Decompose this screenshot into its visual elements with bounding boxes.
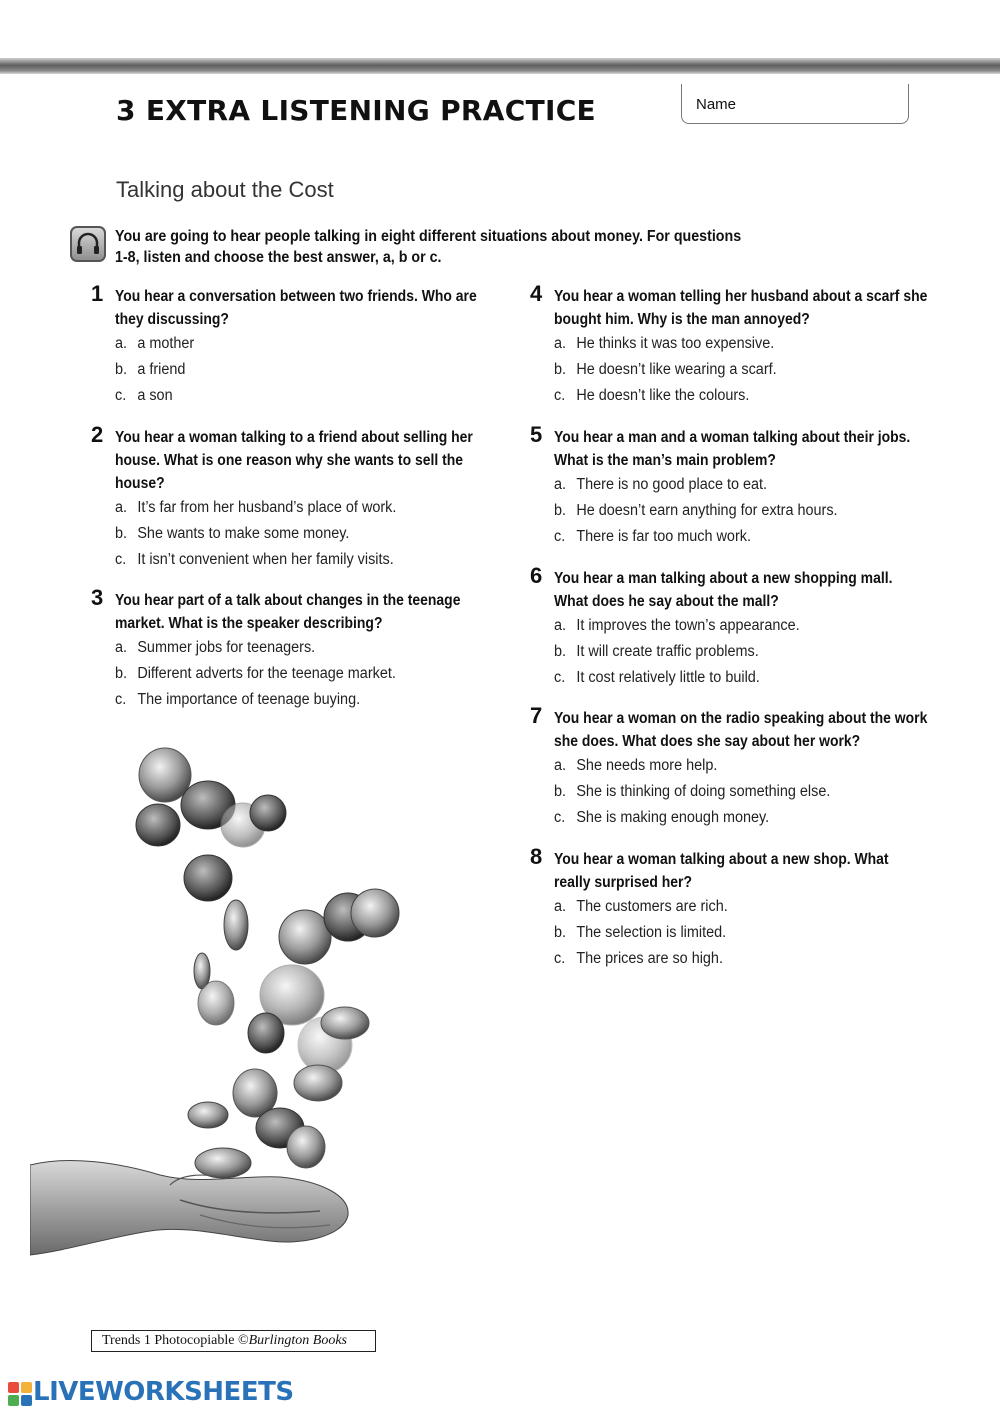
option-letter: c. (554, 387, 566, 404)
option-letter: b. (554, 924, 567, 941)
option-text: The prices are so high. (576, 950, 723, 967)
option-b[interactable] (554, 920, 907, 946)
option-letter: b. (554, 502, 567, 519)
coin (188, 1102, 228, 1128)
question-7 (530, 703, 934, 831)
coin (198, 981, 234, 1025)
name-field[interactable] (681, 86, 909, 124)
option-text: She needs more help. (576, 757, 718, 774)
option-a[interactable] (554, 894, 907, 920)
option-text: There is no good place to eat. (576, 476, 768, 493)
name-label: Name (696, 96, 737, 113)
question-text: You hear a woman on the radio speaking about the work she does. What does she say about her work? (554, 710, 928, 750)
question-number: 2 (91, 422, 104, 447)
option-letter: a. (554, 335, 567, 352)
option-b[interactable] (115, 357, 468, 383)
option-text: Summer jobs for teenagers. (137, 639, 316, 656)
option-c[interactable] (554, 805, 907, 831)
option-letter: a. (115, 335, 128, 352)
option-text: The importance of teenage buying. (137, 691, 361, 708)
coin (224, 900, 248, 950)
option-text: Different adverts for the teenage market. (137, 665, 396, 682)
option-letter: b. (115, 361, 128, 378)
question-text: You hear a man talking about a new shopping mall. What does he say about the mall? (554, 570, 893, 610)
option-c[interactable] (115, 383, 468, 409)
option-letter: a. (554, 898, 567, 915)
option-text: She is making enough money. (576, 809, 770, 826)
option-text: He doesn’t earn anything for extra hours. (576, 502, 838, 519)
option-text: There is far too much work. (576, 528, 751, 545)
question-5 (530, 422, 934, 550)
option-letter: a. (554, 617, 567, 634)
option-text: It improves the town’s appearance. (576, 617, 800, 634)
question-number: 5 (530, 422, 543, 447)
option-text: a son (137, 387, 173, 404)
option-text: He doesn’t like wearing a scarf. (576, 361, 777, 378)
option-a[interactable] (554, 331, 907, 357)
coin (321, 1007, 369, 1039)
copyright-box (91, 1330, 376, 1352)
option-a[interactable] (115, 635, 468, 661)
option-letter: c. (554, 809, 566, 826)
option-c[interactable] (554, 524, 907, 550)
option-c[interactable] (115, 547, 468, 573)
option-text: It will create traffic problems. (576, 643, 759, 660)
option-text: He thinks it was too expensive. (576, 335, 775, 352)
option-b[interactable] (554, 498, 907, 524)
option-a[interactable] (554, 472, 907, 498)
option-text: The customers are rich. (576, 898, 728, 915)
option-text: She wants to make some money. (137, 525, 350, 542)
option-letter: a. (554, 476, 567, 493)
option-letter: a. (554, 757, 567, 774)
option-c[interactable] (115, 687, 468, 713)
option-text: It’s far from her husband’s place of work. (137, 499, 397, 516)
option-c[interactable] (554, 946, 907, 972)
option-letter: b. (554, 643, 567, 660)
option-letter: c. (115, 691, 127, 708)
option-letter: b. (554, 361, 567, 378)
option-letter: c. (115, 387, 127, 404)
coin (351, 889, 399, 937)
instructions: You are going to hear people talking in eight different situations about money. For questions 1-8, listen and choose the best answer, a, b or c. (115, 228, 742, 266)
option-a[interactable] (554, 613, 907, 639)
coin (287, 1126, 325, 1168)
option-letter: b. (115, 525, 128, 542)
option-b[interactable] (115, 661, 468, 687)
coin (136, 804, 180, 846)
question-text: You hear part of a talk about changes in the teenage market. What is the speaker describing? (115, 592, 461, 632)
question-number: 1 (91, 281, 104, 306)
option-c[interactable] (554, 383, 907, 409)
publisher-name: Burlington Books (248, 1333, 348, 1348)
question-text: You hear a woman telling her husband about a scarf she bought him. Why is the man annoyed? (554, 288, 928, 328)
coin (250, 795, 286, 831)
question-number: 6 (530, 563, 543, 588)
option-letter: a. (115, 499, 128, 516)
option-a[interactable] (554, 753, 907, 779)
question-number: 8 (530, 844, 543, 869)
coin (248, 1013, 284, 1053)
option-letter: c. (554, 950, 566, 967)
question-number: 3 (91, 585, 104, 610)
option-text: It cost relatively little to build. (576, 669, 760, 686)
option-text: a mother (137, 335, 195, 352)
option-a[interactable] (115, 331, 468, 357)
option-letter: b. (115, 665, 128, 682)
page-title: 3 EXTRA LISTENING PRACTICE (116, 94, 596, 127)
option-letter: a. (115, 639, 128, 656)
question-3 (91, 585, 495, 713)
coin (279, 910, 331, 964)
question-number: 4 (530, 281, 543, 306)
option-letter: c. (554, 669, 566, 686)
option-b[interactable] (115, 521, 468, 547)
option-text: She is thinking of doing something else. (576, 783, 831, 800)
option-text: a friend (137, 361, 186, 378)
option-b[interactable] (554, 639, 907, 665)
option-letter: c. (115, 551, 127, 568)
question-1 (91, 281, 495, 409)
coin (294, 1065, 342, 1101)
headphones-icon (70, 226, 106, 262)
question-6 (530, 563, 934, 691)
question-2 (91, 422, 495, 573)
coin (184, 855, 232, 901)
option-c[interactable] (554, 665, 907, 691)
question-text: You hear a woman talking to a friend about selling her house. What is one reason why she wants to sell the house? (115, 429, 473, 492)
header-rule (0, 58, 1000, 74)
option-letter: c. (554, 528, 566, 545)
option-text: He doesn’t like the colours. (576, 387, 750, 404)
question-text: You hear a man and a woman talking about their jobs. What is the man’s main problem? (554, 429, 911, 469)
coin (195, 1148, 251, 1178)
question-number: 7 (530, 703, 543, 728)
question-8 (530, 844, 934, 972)
brand-name[interactable]: LIVEWORKSHEETS (33, 1377, 294, 1407)
option-text: The selection is limited. (576, 924, 727, 941)
question-text: You hear a woman talking about a new shop. What really surprised her? (554, 851, 889, 891)
liveworksheets-logo-icon (7, 1380, 33, 1408)
option-text: It isn’t convenient when her family visits. (137, 551, 394, 568)
option-letter: b. (554, 783, 567, 800)
option-b[interactable] (554, 357, 907, 383)
section-subtitle: Talking about the Cost (116, 177, 334, 202)
option-a[interactable] (115, 495, 468, 521)
coin (139, 748, 191, 802)
hand (30, 1160, 348, 1255)
question-text: You hear a conversation between two friends. Who are they discussing? (115, 288, 477, 328)
option-b[interactable] (554, 779, 907, 805)
question-4 (530, 281, 934, 409)
coins-hand-illustration (30, 745, 410, 1275)
copyright-prefix: Trends 1 Photocopiable © (102, 1333, 249, 1348)
